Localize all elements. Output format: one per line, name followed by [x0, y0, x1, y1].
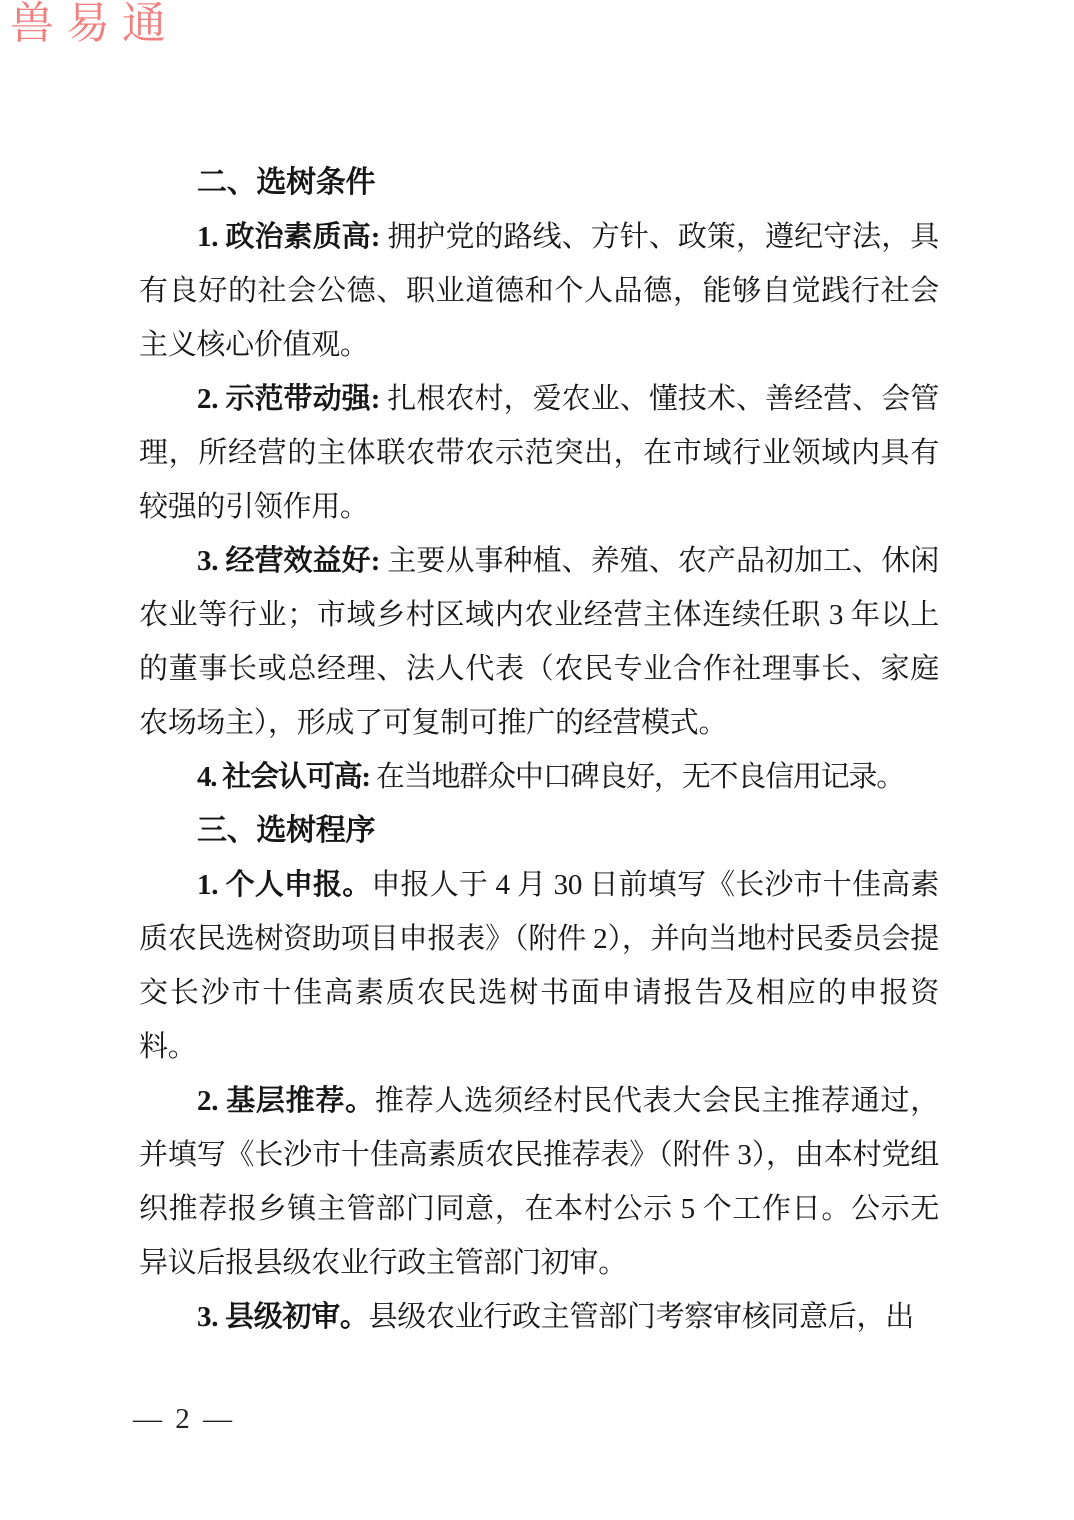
watermark-logo: 兽易通 [10, 0, 178, 48]
paragraph-lead: 1. 个人申报。 [197, 869, 372, 901]
paragraph: 4. 社会认可高: 在当地群众中口碑良好，无不良信用记录。 [197, 761, 905, 793]
paragraph: 3. 县级初审。县级农业行政主管部门考察审核同意后，出 [197, 1301, 914, 1333]
paragraph: 1. 政治素质高: 拥护党的路线、方针、政策，遵纪守法，具有良好的社会公德、职业道德和个人品德，能够自觉践行社会主义核心价值观。 [139, 221, 939, 361]
paragraph-lead: 三、选树程序 [197, 814, 376, 847]
section-heading [139, 156, 939, 210]
section-heading [139, 804, 939, 858]
paragraph-lead: 3. 经营效益好: [197, 545, 381, 577]
paragraph-lead: 4. 社会认可高: [197, 761, 370, 793]
paragraph-lead: 3. 县级初审。 [197, 1301, 369, 1333]
document-body [139, 156, 939, 1344]
paragraph-lead: 二、选树条件 [197, 166, 376, 199]
page-number: — 2 — [133, 1403, 235, 1435]
paragraph-lead: 2. 基层推荐。 [197, 1085, 375, 1117]
paragraph: 2. 示范带动强: 扎根农村，爱农业、懂技术、善经营、会管理，所经营的主体联农带农示范突出，在市域行业领域内具有较强的引领作用。 [139, 383, 939, 523]
paragraph: 3. 经营效益好: 主要从事种植、养殖、农产品初加工、休闲农业等行业；市域乡村区域内农业经营主体连续任职 3 年以上的董事长或总经理、法人代表（农民专业合作社理事长、家庭农场场主），形成了可复制可推广的经营模式。 [139, 545, 939, 739]
paragraph: 2. 基层推荐。推荐人选须经村民代表大会民主推荐通过，并填写《长沙市十佳高素质农民推荐表》（附件 3），由本村党组织推荐报乡镇主管部门同意，在本村公示 5 个工作日。公示无异议后报县级农业行政主管部门初审。 [139, 1085, 939, 1279]
paragraph-lead: 1. 政治素质高: [197, 221, 381, 253]
paragraph: 1. 个人申报。申报人于 4 月 30 日前填写《长沙市十佳高素质农民选树资助项目申报表》（附件 2），并向当地村民委员会提交长沙市十佳高素质农民选树书面申请报告及相应的申报资料。 [139, 869, 939, 1063]
paragraph-lead: 2. 示范带动强: [197, 383, 381, 415]
